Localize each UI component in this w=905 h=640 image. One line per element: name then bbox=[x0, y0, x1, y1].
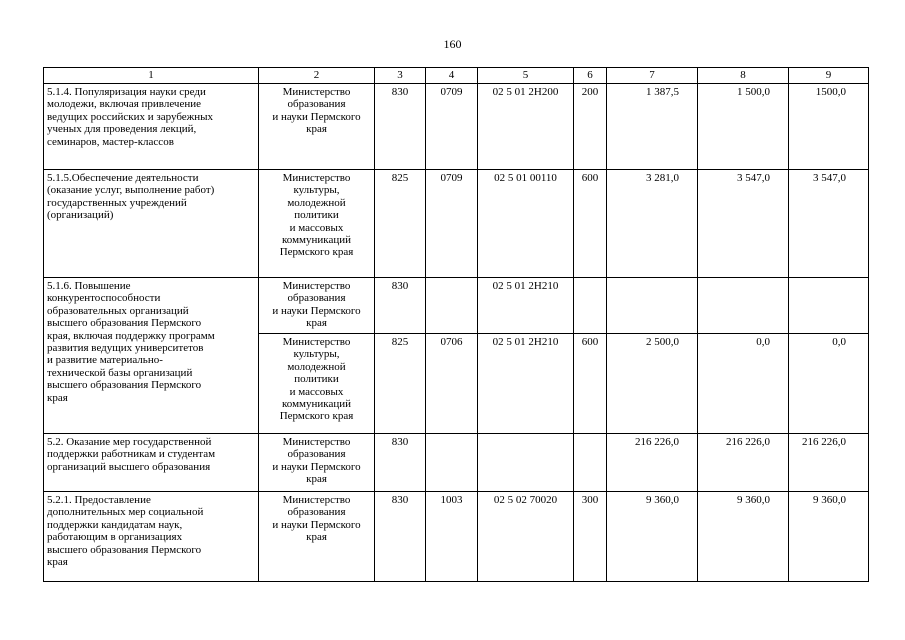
target-code-cell bbox=[478, 434, 574, 492]
admin-code-cell: 825 bbox=[375, 334, 426, 434]
cell-line: края bbox=[306, 123, 327, 136]
cell-line: высшего образования Пермского bbox=[47, 379, 202, 392]
expense-type-cell: 600 bbox=[574, 170, 607, 278]
org-cell bbox=[259, 334, 375, 434]
cell-line: молодежной bbox=[287, 196, 346, 209]
cell-line: Министерство bbox=[282, 280, 351, 292]
table-row bbox=[44, 492, 869, 582]
header-cell: 8 bbox=[698, 68, 789, 84]
cell-line: поддержки кандидатам наук, bbox=[47, 518, 183, 531]
amount-cell: 9 360,0 bbox=[607, 492, 698, 582]
expense-type-cell bbox=[574, 278, 607, 334]
header-cell: 6 bbox=[574, 68, 607, 84]
amount-cell: 0,0 bbox=[698, 334, 789, 434]
cell-line: работающим в организациях bbox=[47, 531, 183, 544]
amount-cell: 9 360,0 bbox=[698, 492, 789, 582]
cell-line: Министерство bbox=[282, 436, 351, 448]
cell-line: молодежи, включая привлечение bbox=[47, 98, 201, 111]
section-code-cell: 0706 bbox=[426, 334, 478, 434]
cell-line: 5.1.4. Популяризация науки среди bbox=[47, 86, 206, 98]
cell-line: политики bbox=[294, 373, 339, 386]
cell-line: Министерство bbox=[282, 172, 351, 184]
section-code-cell: 1003 bbox=[426, 492, 478, 582]
item-name-cell bbox=[44, 170, 259, 278]
amount-cell: 1 387,5 bbox=[607, 84, 698, 170]
expense-type-cell bbox=[574, 434, 607, 492]
amount-cell: 216 226,0 bbox=[607, 434, 698, 492]
cell-line: края bbox=[306, 473, 327, 486]
cell-line: дополнительных мер социальной bbox=[47, 506, 204, 519]
section-code-cell: 0709 bbox=[426, 84, 478, 170]
admin-code-cell: 825 bbox=[375, 170, 426, 278]
amount-cell bbox=[607, 278, 698, 334]
org-cell bbox=[259, 84, 375, 170]
cell-line: края, включая поддержку программ bbox=[47, 329, 215, 342]
cell-line: образования bbox=[287, 98, 346, 111]
amount-cell: 1 500,0 bbox=[698, 84, 789, 170]
expense-type-cell: 300 bbox=[574, 492, 607, 582]
cell-line: организаций высшего образования bbox=[47, 460, 211, 473]
item-name-cell bbox=[44, 434, 259, 492]
header-row bbox=[44, 68, 869, 84]
cell-line: края bbox=[47, 556, 68, 569]
cell-line: (организаций) bbox=[47, 209, 114, 222]
page-number: 160 bbox=[443, 37, 462, 51]
cell-line: образовательных организаций bbox=[47, 304, 189, 317]
org-cell bbox=[259, 278, 375, 334]
cell-line: культуры, bbox=[293, 348, 340, 361]
header-cell: 4 bbox=[426, 68, 478, 84]
expense-type-cell: 600 bbox=[574, 334, 607, 434]
target-code-cell: 02 5 01 2Н210 bbox=[478, 278, 574, 334]
admin-code-cell: 830 bbox=[375, 278, 426, 334]
cell-line: и массовых bbox=[289, 385, 344, 398]
cell-line: образования bbox=[287, 292, 346, 305]
amount-cell: 3 281,0 bbox=[607, 170, 698, 278]
cell-line: 5.1.5.Обеспечение деятельности bbox=[47, 172, 199, 184]
cell-line: конкурентоспособности bbox=[47, 292, 161, 305]
cell-line: коммуникаций bbox=[282, 398, 351, 411]
org-cell bbox=[259, 434, 375, 492]
cell-line: 5.2. Оказание мер государственной bbox=[47, 436, 212, 448]
header-cell: 1 bbox=[44, 68, 259, 84]
cell-line: ведущих российских и зарубежных bbox=[47, 110, 214, 123]
cell-line: технической базы организаций bbox=[47, 366, 193, 379]
cell-line: и науки Пермского bbox=[272, 304, 361, 317]
cell-line: Министерство bbox=[282, 86, 351, 98]
admin-code-cell: 830 bbox=[375, 492, 426, 582]
amount-cell bbox=[789, 278, 869, 334]
table-body bbox=[44, 68, 869, 582]
cell-line: 5.1.6. Повышение bbox=[47, 280, 131, 292]
section-code-cell: 0709 bbox=[426, 170, 478, 278]
header-cell: 3 bbox=[375, 68, 426, 84]
amount-cell: 3 547,0 bbox=[789, 170, 869, 278]
cell-line: Пермского края bbox=[279, 410, 354, 423]
cell-line: (оказание услуг, выполнение работ) bbox=[47, 184, 215, 197]
target-code-cell: 02 5 01 00110 bbox=[478, 170, 574, 278]
header-cell: 9 bbox=[789, 68, 869, 84]
admin-code-cell: 830 bbox=[375, 434, 426, 492]
org-cell bbox=[259, 492, 375, 582]
item-name-cell bbox=[44, 84, 259, 170]
cell-line: Министерство bbox=[282, 336, 351, 348]
cell-line: ученых для проведения лекций, bbox=[47, 123, 197, 136]
header-cell: 7 bbox=[607, 68, 698, 84]
cell-line: образования bbox=[287, 506, 346, 519]
cell-line: и науки Пермского bbox=[272, 460, 361, 473]
table-row bbox=[44, 84, 869, 170]
amount-cell: 0,0 bbox=[789, 334, 869, 434]
cell-line: 5.2.1. Предоставление bbox=[47, 494, 151, 506]
header-cell: 2 bbox=[259, 68, 375, 84]
cell-line: и развитие материально- bbox=[47, 354, 163, 367]
amount-cell: 216 226,0 bbox=[789, 434, 869, 492]
cell-line: и науки Пермского bbox=[272, 110, 361, 123]
target-code-cell: 02 5 02 70020 bbox=[478, 492, 574, 582]
header-cell: 5 bbox=[478, 68, 574, 84]
admin-code-cell: 830 bbox=[375, 84, 426, 170]
cell-line: образования bbox=[287, 448, 346, 461]
cell-line: развития ведущих университетов bbox=[47, 342, 204, 355]
cell-line: и массовых bbox=[289, 221, 344, 234]
target-code-cell: 02 5 01 2Н210 bbox=[478, 334, 574, 434]
expense-type-cell: 200 bbox=[574, 84, 607, 170]
item-name-cell bbox=[44, 492, 259, 582]
budget-table bbox=[43, 67, 869, 582]
amount-cell: 9 360,0 bbox=[789, 492, 869, 582]
section-code-cell bbox=[426, 278, 478, 334]
org-cell bbox=[259, 170, 375, 278]
cell-line: края bbox=[306, 531, 327, 544]
cell-line: молодежной bbox=[287, 360, 346, 373]
amount-cell: 2 500,0 bbox=[607, 334, 698, 434]
cell-line: высшего образования Пермского bbox=[47, 543, 202, 556]
cell-line: семинаров, мастер-классов bbox=[47, 135, 174, 148]
section-code-cell bbox=[426, 434, 478, 492]
target-code-cell: 02 5 01 2Н200 bbox=[478, 84, 574, 170]
amount-cell bbox=[698, 278, 789, 334]
cell-line: края bbox=[47, 391, 68, 404]
cell-line: поддержки работникам и студентам bbox=[47, 448, 216, 461]
amount-cell: 1500,0 bbox=[789, 84, 869, 170]
table-row bbox=[44, 278, 869, 334]
cell-line: Министерство bbox=[282, 494, 351, 506]
cell-line: и науки Пермского bbox=[272, 518, 361, 531]
cell-line: высшего образования Пермского bbox=[47, 317, 202, 330]
item-name-cell bbox=[44, 278, 259, 434]
cell-line: коммуникаций bbox=[282, 234, 351, 247]
amount-cell: 3 547,0 bbox=[698, 170, 789, 278]
cell-line: края bbox=[306, 317, 327, 330]
cell-line: политики bbox=[294, 209, 339, 222]
table-row bbox=[44, 434, 869, 492]
cell-line: государственных учреждений bbox=[47, 196, 187, 209]
amount-cell: 216 226,0 bbox=[698, 434, 789, 492]
table-row bbox=[44, 170, 869, 278]
cell-line: Пермского края bbox=[279, 246, 354, 259]
cell-line: культуры, bbox=[293, 184, 340, 197]
